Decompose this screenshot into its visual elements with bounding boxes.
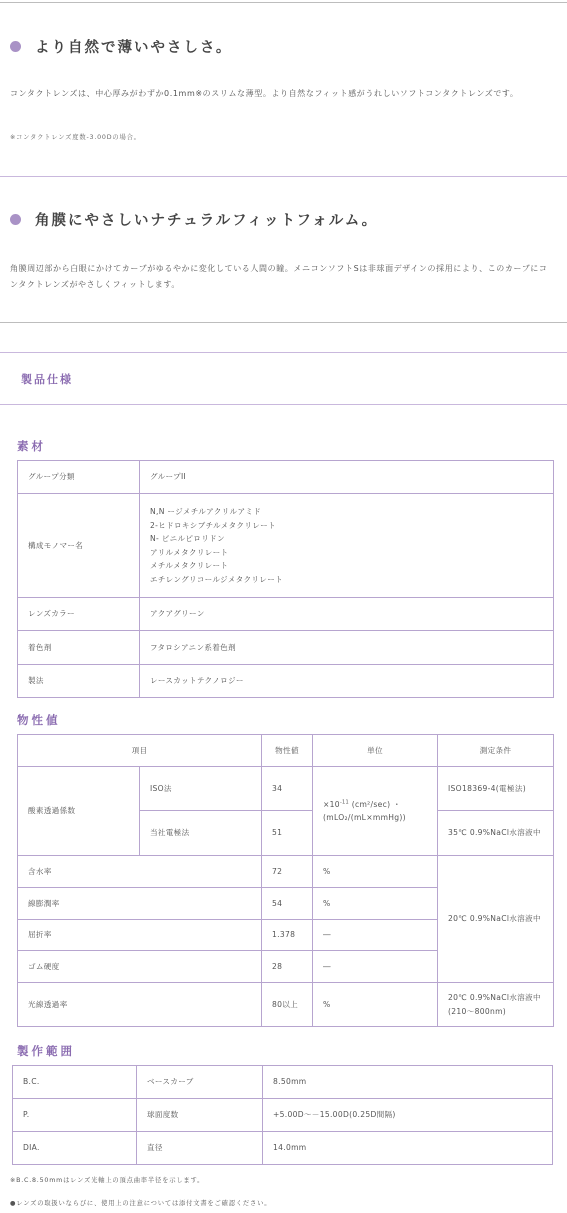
section-divider bbox=[0, 322, 567, 323]
table-header-row bbox=[18, 735, 554, 767]
spec-band-top bbox=[0, 352, 567, 353]
range-value: +5.00D～－15.00D(0.25D間隔) bbox=[263, 1099, 553, 1132]
table-row bbox=[13, 1132, 553, 1165]
table-row bbox=[18, 767, 554, 811]
monomer-item: メチルメタクリレート bbox=[150, 561, 229, 570]
row-unit: ― bbox=[313, 920, 438, 951]
unit-part: (cm²/sec) ・(mLO₂/(mL×mmHg)) bbox=[323, 799, 406, 822]
header-item: 項目 bbox=[18, 735, 262, 767]
range-code: DIA. bbox=[13, 1132, 137, 1165]
row-value: フタロシアニン系着色剤 bbox=[140, 631, 554, 665]
row-unit: ― bbox=[313, 951, 438, 983]
row-value: アクアグリーン bbox=[140, 598, 554, 631]
range-label: 球面度数 bbox=[137, 1099, 263, 1132]
table-row bbox=[18, 461, 554, 494]
row-label: 製法 bbox=[18, 665, 140, 698]
row-condition: 20℃ 0.9%NaCl水溶液中(210～800nm) bbox=[438, 983, 554, 1027]
row-value: グループII bbox=[140, 461, 554, 494]
row-value: 54 bbox=[262, 888, 313, 920]
feature-description: コンタクトレンズは、中心厚みがわずか0.1mm※のスリムな薄型。より自然なフィット感がうれしいソフトコンタクトレンズです。 bbox=[10, 89, 519, 98]
header-value: 物性値 bbox=[262, 735, 313, 767]
header-unit: 単位 bbox=[313, 735, 438, 767]
monomer-item: N,N ージメチルアクリルアミド bbox=[150, 507, 262, 516]
row-value: 72 bbox=[262, 856, 313, 888]
monomer-item: N- ビニルピロリドン bbox=[150, 534, 225, 543]
material-table bbox=[17, 460, 554, 698]
range-table bbox=[12, 1065, 553, 1165]
row-unit: % bbox=[313, 983, 438, 1027]
oxygen-unit bbox=[313, 767, 438, 856]
feature-footnote: ※コンタクトレンズ度数-3.00Dの場合。 bbox=[10, 134, 141, 141]
range-code: B.C. bbox=[13, 1066, 137, 1099]
row-label: 線膨潤率 bbox=[18, 888, 262, 920]
own-method-value: 51 bbox=[262, 811, 313, 856]
row-label: グループ分類 bbox=[18, 461, 140, 494]
row-label: 含水率 bbox=[18, 856, 262, 888]
spec-band-bottom bbox=[0, 404, 567, 405]
spec-title: 製品仕様 bbox=[21, 373, 73, 386]
row-label: 光線透過率 bbox=[18, 983, 262, 1027]
shared-condition: 20℃ 0.9%NaCl水溶液中 bbox=[438, 856, 554, 983]
table-row bbox=[18, 665, 554, 698]
unit-part: ×10 bbox=[323, 799, 340, 809]
monomer-list bbox=[140, 494, 554, 598]
oxygen-label: 酸素透過係数 bbox=[18, 767, 140, 856]
table-row bbox=[13, 1099, 553, 1132]
range-title: 製作範囲 bbox=[17, 1044, 75, 1058]
row-label: 着色剤 bbox=[18, 631, 140, 665]
material-title: 素材 bbox=[17, 439, 46, 453]
table-row bbox=[18, 494, 554, 598]
table-row bbox=[13, 1066, 553, 1099]
row-value: 28 bbox=[262, 951, 313, 983]
row-unit: % bbox=[313, 888, 438, 920]
row-label: 構成モノマー名 bbox=[18, 494, 140, 598]
iso-condition: ISO18369-4(電極法) bbox=[438, 767, 554, 811]
monomer-item: エチレングリコールジメタクリレート bbox=[150, 574, 283, 584]
row-label: レンズカラー bbox=[18, 598, 140, 631]
row-unit: % bbox=[313, 856, 438, 888]
row-label: 屈折率 bbox=[18, 920, 262, 951]
range-label: ベースカーブ bbox=[137, 1066, 263, 1099]
row-value: 1.378 bbox=[262, 920, 313, 951]
section-divider bbox=[0, 176, 567, 177]
feature-title: 角膜にやさしいナチュラルフィットフォルム。 bbox=[35, 213, 379, 229]
unit-exponent: -11 bbox=[339, 798, 350, 805]
bullet-dot-icon bbox=[10, 214, 21, 225]
row-label: ゴム硬度 bbox=[18, 951, 262, 983]
table-row bbox=[18, 856, 554, 888]
range-value: 8.50mm bbox=[263, 1066, 553, 1099]
monomer-item: アリルメタクリレート bbox=[150, 547, 229, 557]
own-method-label: 当社電極法 bbox=[140, 811, 262, 856]
row-value: 80以上 bbox=[262, 983, 313, 1027]
own-method-condition: 35℃ 0.9%NaCl水溶液中 bbox=[438, 811, 554, 856]
feature-heading-thin bbox=[10, 36, 232, 57]
monomer-item: 2-ヒドロキシブチルメタクリレート bbox=[150, 520, 276, 530]
table-row bbox=[18, 631, 554, 665]
range-label: 直径 bbox=[137, 1132, 263, 1165]
header-condition: 測定条件 bbox=[438, 735, 554, 767]
caution-note: ●レンズの取扱いならびに、使用上の注意については添付文書をご確認ください。 bbox=[10, 1200, 272, 1207]
properties-table bbox=[17, 734, 554, 1027]
bullet-dot-icon bbox=[10, 41, 21, 52]
bc-footnote: ※B.C.8.50mmはレンズ光軸上の頂点曲率半径を示します。 bbox=[10, 1177, 205, 1184]
feature-title: より自然で薄いやさしさ。 bbox=[35, 40, 233, 56]
properties-title: 物性値 bbox=[17, 713, 61, 727]
feature-description: 角膜周辺部から白眼にかけてカーブがゆるやかに変化している人間の瞳。メニコンソフトSは非球面デザインの採用により、このカーブにコンタクトレンズがやさしくフィットします。 bbox=[10, 264, 548, 289]
row-value: レースカットテクノロジー bbox=[140, 665, 554, 698]
iso-value: 34 bbox=[262, 767, 313, 811]
range-value: 14.0mm bbox=[263, 1132, 553, 1165]
table-row bbox=[18, 598, 554, 631]
range-code: P. bbox=[13, 1099, 137, 1132]
feature-heading-fit bbox=[10, 209, 378, 230]
table-row bbox=[18, 983, 554, 1027]
iso-label: ISO法 bbox=[140, 767, 262, 811]
top-divider bbox=[0, 2, 567, 3]
